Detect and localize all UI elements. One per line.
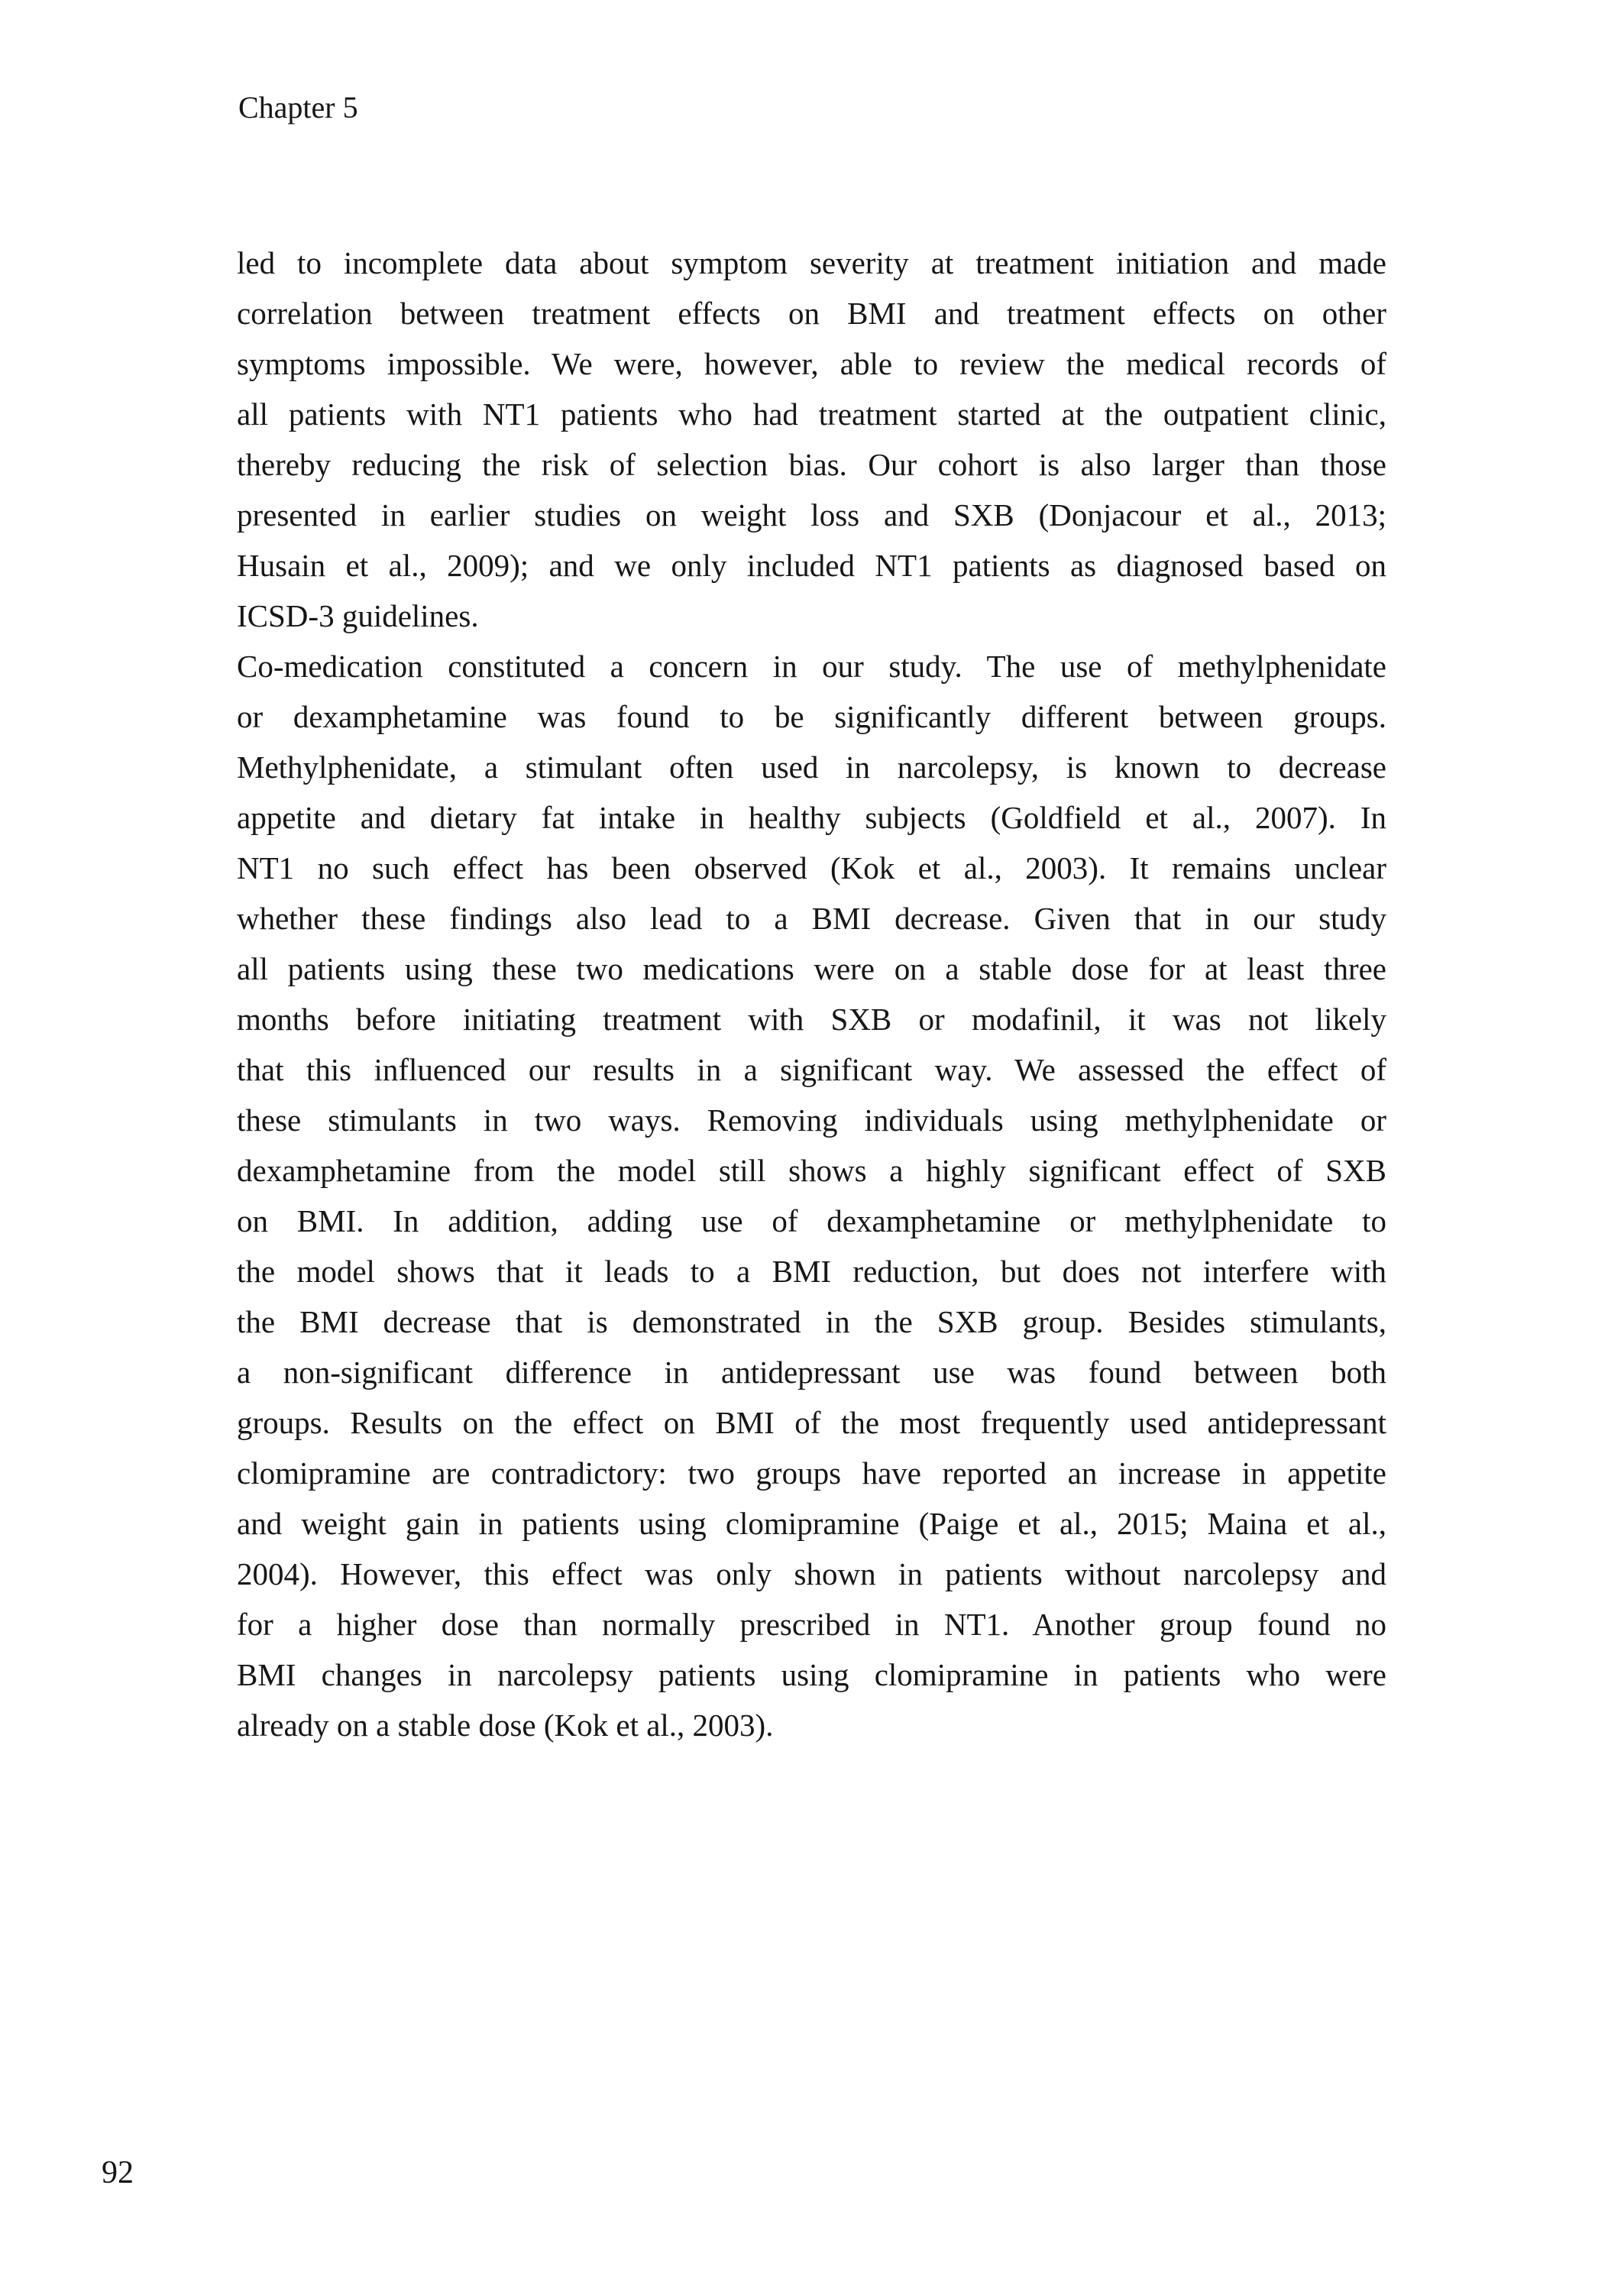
text-line: correlation between treatment effects on BMI and treatment effects on other bbox=[237, 296, 1386, 331]
text-line: all patients with NT1 patients who had treatment started at the outpatient clinic, bbox=[237, 397, 1386, 432]
text-line: 2004). However, this effect was only shown in patients without narcolepsy and bbox=[237, 1556, 1386, 1591]
text-line: dexamphetamine from the model still shows a highly significant effect of SXB bbox=[237, 1153, 1386, 1188]
text-line: already on a stable dose (Kok et al., 2003). bbox=[237, 1708, 774, 1743]
text-line: months before initiating treatment with SXB or modafinil, it was not likely bbox=[237, 1002, 1386, 1037]
page-number: 92 bbox=[102, 2155, 134, 2190]
text-line: or dexamphetamine was found to be significantly different between groups. bbox=[237, 699, 1386, 734]
text-line: all patients using these two medications were on a stable dose for at least three bbox=[237, 951, 1386, 986]
text-line: and weight gain in patients using clomipramine (Paige et al., 2015; Maina et al., bbox=[237, 1506, 1386, 1541]
text-line: the model shows that it leads to a BMI reduction, but does not interfere with bbox=[237, 1254, 1386, 1289]
text-line: these stimulants in two ways. Removing individuals using methylphenidate or bbox=[237, 1102, 1386, 1138]
text-line: appetite and dietary fat intake in healthy subjects (Goldfield et al., 2007). In bbox=[237, 800, 1386, 835]
paragraph bbox=[237, 238, 1386, 641]
text-line: on BMI. In addition, adding use of dexamphetamine or methylphenidate to bbox=[237, 1203, 1386, 1238]
text-line: Methylphenidate, a stimulant often used in narcolepsy, is known to decrease bbox=[237, 749, 1386, 785]
text-line: Co-medication constituted a concern in our study. The use of methylphenidate bbox=[237, 649, 1386, 684]
text-line: clomipramine are contradictory: two groups have reported an increase in appetite bbox=[237, 1455, 1386, 1491]
text-line: a non-significant difference in antidepressant use was found between both bbox=[237, 1355, 1386, 1390]
text-line: that this influenced our results in a significant way. We assessed the effect of bbox=[237, 1052, 1386, 1087]
text-line: the BMI decrease that is demonstrated in the SXB group. Besides stimulants, bbox=[237, 1304, 1386, 1339]
paragraph bbox=[237, 641, 1386, 1750]
text-line: presented in earlier studies on weight loss and SXB (Donjacour et al., 2013; bbox=[237, 497, 1386, 533]
text-line: symptoms impossible. We were, however, able to review the medical records of bbox=[237, 346, 1386, 381]
text-line: thereby reducing the risk of selection bias. Our cohort is also larger than those bbox=[237, 447, 1386, 482]
text-line: NT1 no such effect has been observed (Kok et al., 2003). It remains unclear bbox=[237, 850, 1386, 885]
body-text bbox=[237, 238, 1386, 1750]
text-line: Husain et al., 2009); and we only included NT1 patients as diagnosed based on bbox=[237, 548, 1386, 583]
text-line: whether these findings also lead to a BMI decrease. Given that in our study bbox=[237, 901, 1386, 936]
text-line: groups. Results on the effect on BMI of the most frequently used antidepressant bbox=[237, 1405, 1386, 1440]
chapter-header: Chapter 5 bbox=[238, 90, 358, 125]
text-line: ICSD-3 guidelines. bbox=[237, 598, 479, 633]
text-line: for a higher dose than normally prescribed in NT1. Another group found no bbox=[237, 1607, 1386, 1642]
text-line: led to incomplete data about symptom severity at treatment initiation and made bbox=[237, 245, 1386, 280]
text-line: BMI changes in narcolepsy patients using clomipramine in patients who were bbox=[237, 1657, 1386, 1692]
